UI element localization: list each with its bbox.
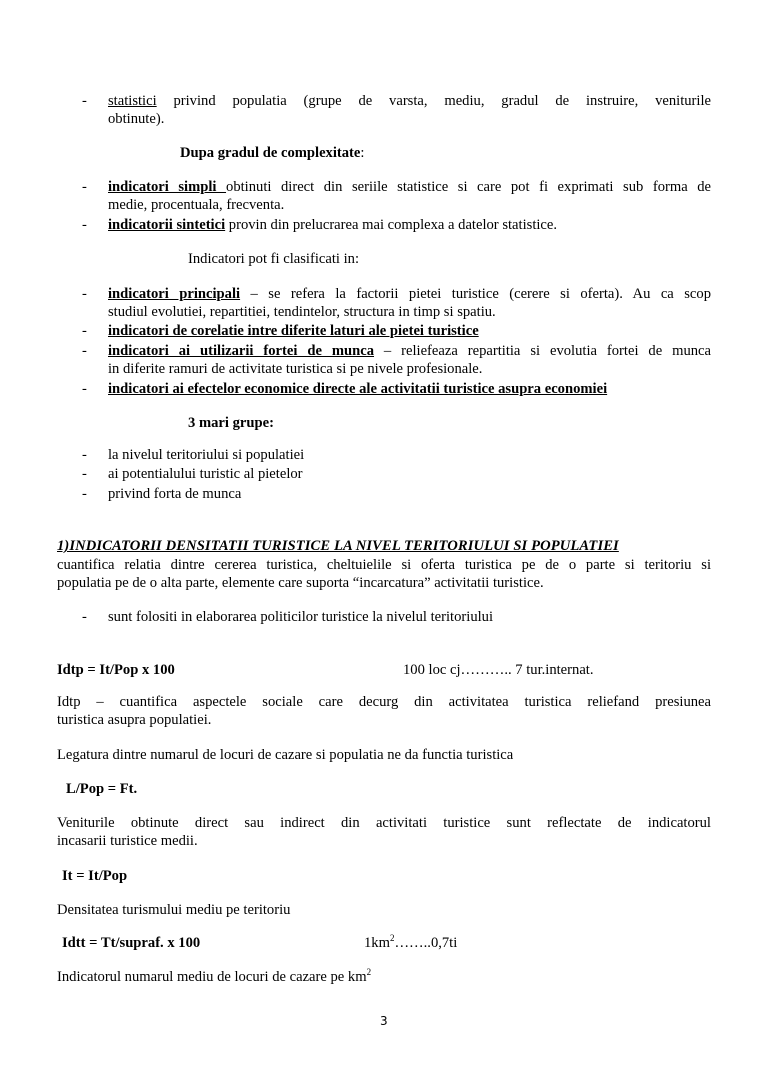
bullet-dash: -: [82, 609, 87, 625]
term: indicatori simpli: [108, 179, 227, 195]
groups-heading: 3 mari grupe:: [188, 415, 274, 431]
formula-idtt: Idtt = Tt/supraf. x 100: [62, 935, 201, 951]
term: indicatorii sintetici: [108, 217, 226, 233]
bullet-dash: -: [82, 286, 87, 302]
bullet-dash: -: [82, 179, 87, 195]
term: indicatori ai utilizarii fortei de munca: [108, 343, 375, 359]
bullet-dash: -: [82, 343, 87, 359]
legatura-text: Legatura dintre numarul de locuri de cazare si populatia ne da functia turistica: [57, 747, 514, 763]
term: indicatori de corelatie intre diferite laturi ale pietei turistice: [108, 323, 479, 339]
formula-it: It = It/Pop: [62, 868, 128, 884]
density-section-title: 1)INDICATORII DENSITATII TURISTICE LA NIVEL TERITORIULUI SI POPULATIEI: [57, 538, 619, 554]
group-item: la nivelul teritoriului si populatiei: [108, 447, 305, 463]
venituri-paragraph: Veniturile obtinute direct sau indirect din activitati turistice sunt reflectate de indicatorul incasarii turistice medii.: [57, 815, 711, 849]
formula-idtt-example: $1km^2\dots\dots..0,7ti$: [364, 933, 458, 951]
formula-idtp-example: 100 loc cj……….. 7 tur.internat.: [403, 662, 594, 678]
density-bullet: sunt folositi in elaborarea politicilor turistice la nivelul teritoriului: [108, 609, 494, 625]
idtp-description: Idtp – cuantifica aspectele sociale care decurg din activitatea turistica reliefand presiunea turistica asupra populatiei.: [57, 694, 711, 728]
term: indicatori principali: [108, 286, 241, 302]
indicatori-principali-item: indicatori principali – se refera la factorii pietei turistice (cerere si oferta). Au ca scop studiul evolutiei, repartitiei, tendintelor, structura in timp si spatiu.: [108, 286, 711, 320]
indicatori-simpli-item: indicatori simpli obtinuti direct din seriile statistice si care pot fi exprimati sub forma de medie, procentuala, frecventa.: [108, 179, 712, 213]
classified-heading: Indicatori pot fi clasificati in:: [188, 251, 360, 267]
intro-bullet: [108, 92, 711, 128]
bullet-dash: -: [82, 323, 87, 339]
bullet-dash: -: [82, 466, 87, 482]
indicatorii-sintetici-item: indicatorii sintetici provin din prelucrarea mai complexa a datelor statistice.: [108, 217, 558, 233]
bullet-dash: -: [82, 447, 87, 463]
indicatori-corelatie-item: [108, 322, 711, 340]
indicatori-forta-munca-item: indicatori ai utilizarii fortei de munca – reliefeaza repartitia si evolutia fortei de munca in diferite ramuri de activitate turistica si pe nivele profesionale.: [108, 343, 711, 377]
bullet-dash: -: [82, 93, 87, 109]
final-text: Indicatorul numarul mediu de locuri de cazare pe $km^2$: [57, 967, 372, 985]
bullet-dash: -: [82, 486, 87, 502]
complexity-heading: Dupa gradul de complexitate:: [180, 145, 365, 161]
indicatori-efecte-item: [108, 380, 711, 398]
term: indicatori ai efectelor economice directe ale activitatii turistice asupra economiei: [108, 381, 608, 397]
densitatea-text: Densitatea turismului mediu pe teritoriu: [57, 902, 291, 918]
group-item: ai potentialului turistic al pietelor: [108, 466, 303, 482]
statistici-link[interactable]: statistici: [108, 93, 157, 109]
bullet-dash: -: [82, 217, 87, 233]
bullet-dash: -: [82, 381, 87, 397]
formula-ft: L/Pop = Ft.: [66, 781, 138, 797]
intro-line1: statistici privind populatia (grupe de varsta, mediu, gradul de instruire, veniturile: [108, 93, 711, 109]
intro-line2: obtinute).: [108, 111, 165, 127]
formula-idtp: Idtp = It/Pop x 100: [57, 662, 175, 678]
density-paragraph: cuantifica relatia dintre cererea turistica, cheltuielile si oferta turistica pe de o parte si teritoriu si populatia pe de o alta parte, elemente care suporta “incarcatura” activitatii turistice.: [57, 557, 711, 591]
group-item: privind forta de munca: [108, 486, 242, 502]
page-number: 3: [380, 1014, 388, 1028]
